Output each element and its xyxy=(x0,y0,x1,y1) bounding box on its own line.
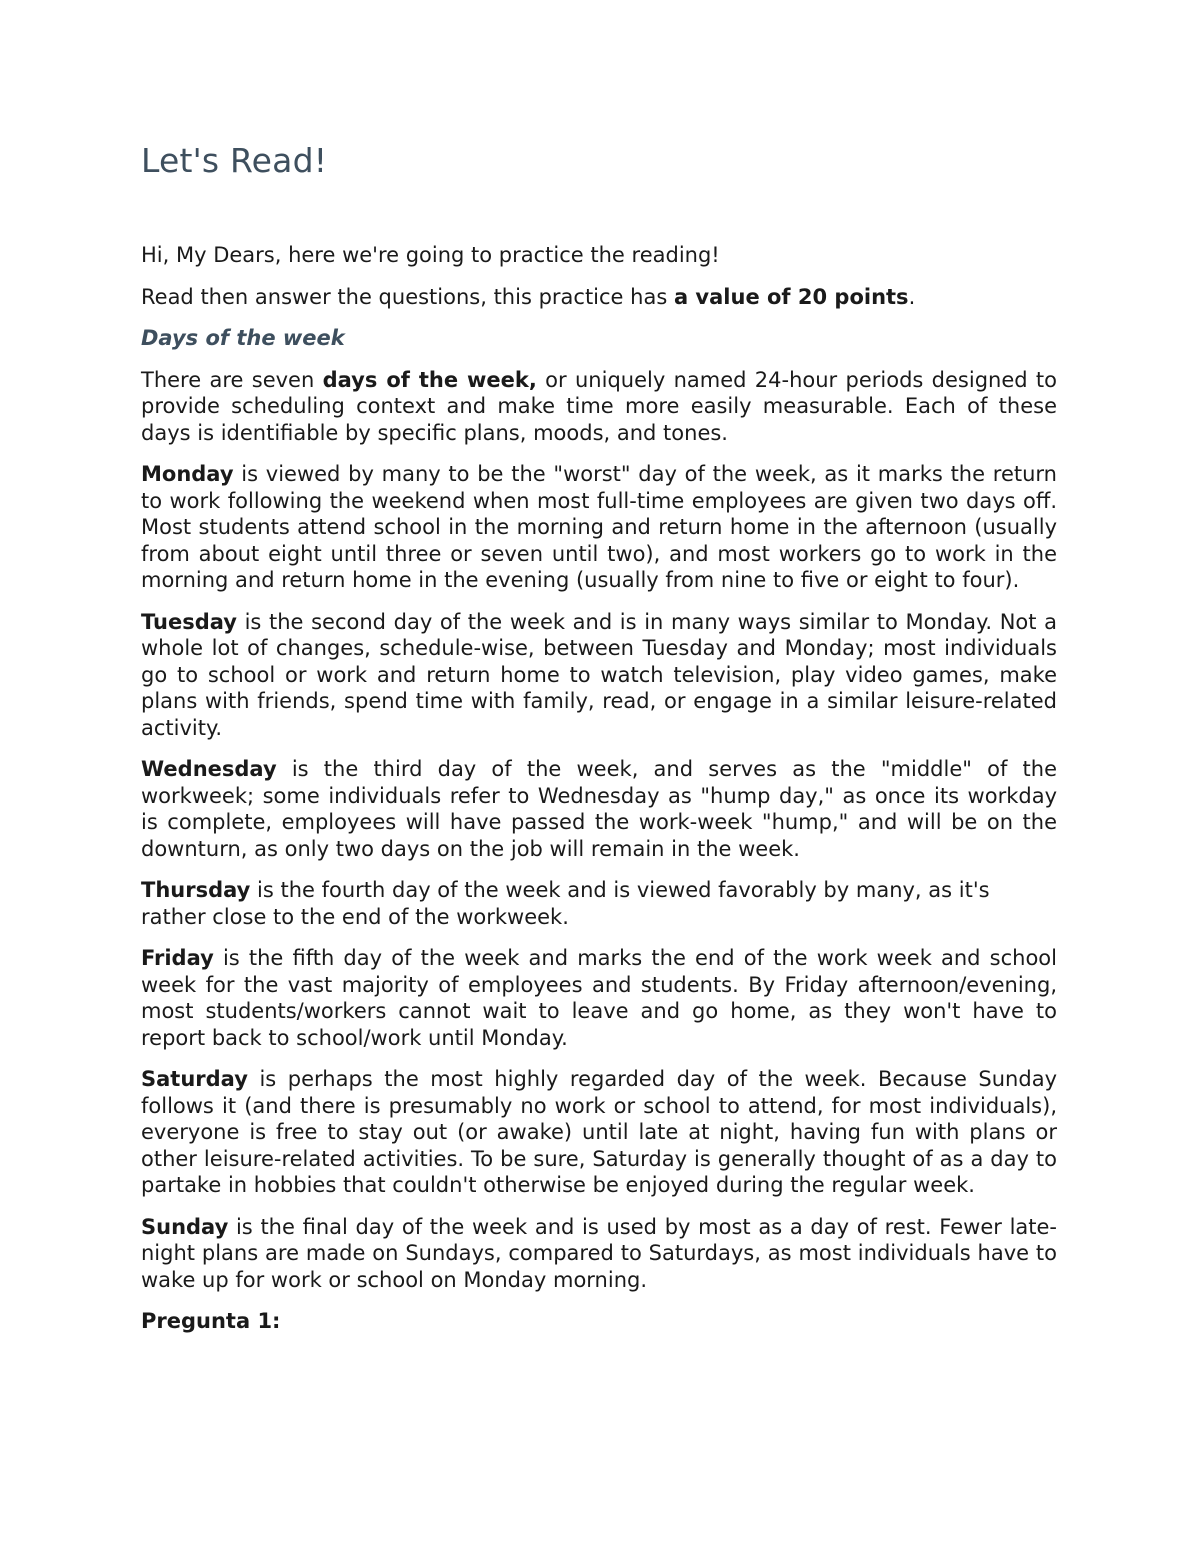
day-paragraph-wednesday xyxy=(141,756,1057,862)
instruction-paragraph xyxy=(141,284,1057,311)
day-name: Thursday xyxy=(141,878,251,902)
overview-prefix: There are seven xyxy=(141,367,323,392)
day-paragraph-monday xyxy=(141,461,1057,594)
day-description: is the second day of the week and is in many ways similar to Monday. Not a whole lot of changes, schedule-wise, between Tuesday and Monday; most individuals go to school or work and return home to watch television, play video games, make plans with friends, spend time with family, read, or engage in a similar leisure-related activity. xyxy=(141,609,1057,740)
day-name: Wednesday xyxy=(141,757,277,781)
points-value: a value of 20 points xyxy=(673,284,909,309)
day-name: Saturday xyxy=(141,1067,248,1091)
overview-paragraph xyxy=(141,367,1057,447)
overview-keyword: days of the week, xyxy=(322,367,537,392)
day-description: is the final day of the week and is used by most as a day of rest. Fewer late-night plans are made on Sundays, compared to Saturdays, as most individuals have to wake up for work or school on Monday morning. xyxy=(141,1214,1057,1292)
instruction-text: Read then answer the questions, this practice has xyxy=(141,284,674,309)
document-body xyxy=(141,242,1057,1350)
greeting-paragraph: Hi, My Dears, here we're going to practice the reading! xyxy=(141,243,720,267)
day-paragraph-friday xyxy=(141,945,1057,1051)
day-name: Tuesday xyxy=(141,609,237,634)
section-heading: Days of the week xyxy=(141,326,345,350)
day-name: Friday xyxy=(141,946,214,970)
day-name: Monday xyxy=(141,462,234,486)
day-name: Sunday xyxy=(141,1214,229,1239)
day-paragraph-saturday xyxy=(141,1066,1057,1199)
day-description: is perhaps the most highly regarded day of the week. Because Sunday follows it (and there is presumably no work or school to attend, for most individuals), everyone is free to stay out (or awake) until late at night, having fun with plans or other leisure-related activities. To be sure, Saturday is generally thought of as a day to partake in hobbies that couldn't otherwise be enjoyed during the regular week. xyxy=(141,1067,1057,1197)
day-description: is the fifth day of the week and marks the end of the work week and school week for the vast majority of employees and students. By Friday afternoon/evening, most students/workers cannot wait to leave and go home, as they won't have to report back to school/work until Monday. xyxy=(141,946,1057,1050)
instruction-end: . xyxy=(908,284,916,309)
question-label xyxy=(141,1308,1057,1335)
day-description: is the fourth day of the week and is viewed favorably by many, as it's rather close to the end of the workweek. xyxy=(141,878,990,929)
overview-text: or uniquely named 24-hour periods designed to provide scheduling context and make time more easily measurable. Each of these days is identifiable by specific plans, moods, and tones. xyxy=(141,367,1057,445)
day-description: is the third day of the week, and serves as the "middle" of the workweek; some individuals refer to Wednesday as "hump day," as once its workday is complete, employees will have passed the work-week "hump," and will be on the downturn, as only two days on the job will remain in the week. xyxy=(141,757,1057,861)
question-title: Pregunta 1: xyxy=(141,1309,281,1333)
day-description: is viewed by many to be the "worst" day of the week, as it marks the return to work following the weekend when most full-time employees are given two days off. Most students attend school in the morning and return home in the afternoon (usually from about eight until three or seven until two), and most workers go to work in the morning and return home in the evening (usually from nine to five or eight to four). xyxy=(141,462,1057,592)
day-paragraph-thursday xyxy=(141,877,1057,930)
day-paragraph-sunday xyxy=(141,1214,1057,1294)
page-title: Let's Read! xyxy=(141,141,328,180)
day-paragraph-tuesday xyxy=(141,609,1057,742)
